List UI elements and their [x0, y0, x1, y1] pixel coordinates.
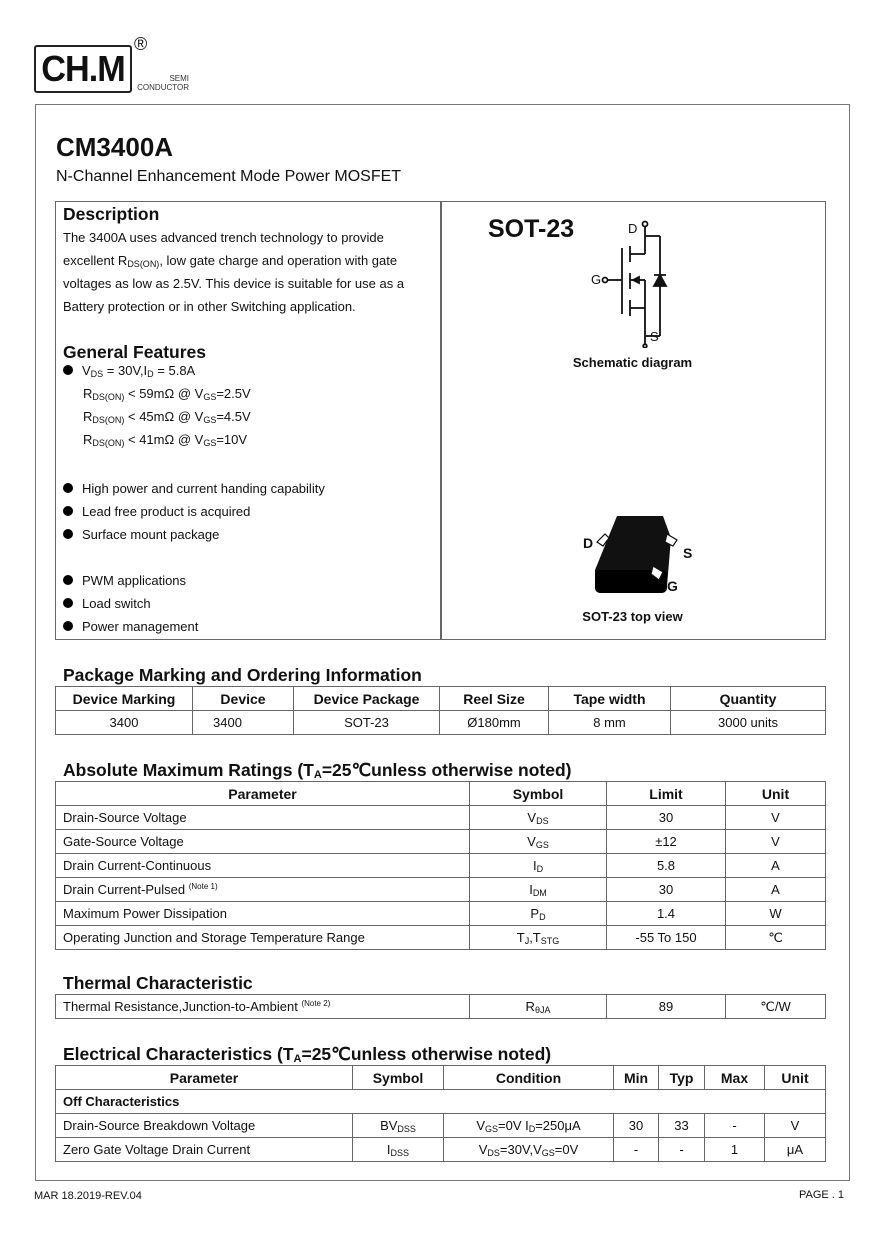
schematic-caption: Schematic diagram: [572, 355, 693, 370]
cell: $I_{DSS}$: [353, 1138, 444, 1162]
col-device-marking: Device Marking: [56, 687, 193, 711]
company-logo: [34, 45, 132, 93]
cell: $V_{GS}$: [470, 830, 607, 854]
cell: $P_D$: [470, 902, 607, 926]
col-parameter: Parameter: [56, 1066, 353, 1090]
cell: 1.4: [607, 902, 726, 926]
feature-rating: $V_{DS} = 30V,I_D = 5.8A$: [63, 363, 195, 378]
feature-item: Power management: [63, 619, 198, 634]
cell: Drain-Source Voltage: [56, 806, 470, 830]
table-row: [56, 1114, 826, 1138]
cell: A: [726, 854, 826, 878]
logo-sub-line1: SEMI: [169, 74, 189, 83]
table-row: [56, 1138, 826, 1162]
cell: Zero Gate Voltage Drain Current: [56, 1138, 353, 1162]
registered-mark: ®: [134, 34, 148, 54]
feature-item: Surface mount package: [63, 527, 219, 542]
cell: A: [726, 878, 826, 902]
cell: 5.8: [607, 854, 726, 878]
cell: V: [765, 1114, 826, 1138]
feature-item: Lead free product is acquired: [63, 504, 250, 519]
feature-rating: $R_{DS(ON)} < 59m\Omega$ @ $V_{GS}=2.5V$: [83, 386, 251, 402]
col-limit: Limit: [607, 782, 726, 806]
abs-max-heading: Absolute Maximum Ratings ($T_A=25℃unless$ otherwise noted): [63, 760, 572, 781]
bullet-icon: [63, 506, 73, 516]
group-label: Off Characteristics: [56, 1090, 826, 1114]
table-row: [56, 711, 826, 735]
cell: 33: [659, 1114, 705, 1138]
pkg-pin-s: S: [683, 545, 693, 561]
description-text: The 3400A uses advanced trench technology to provide excellent $R_{DS(ON)}$, low gate charge and operation with gate voltages as low as 2.5V. This device is suitable for use as a Battery protection or in other Switching application.: [63, 230, 405, 314]
ordering-table: [55, 686, 826, 735]
cell: V: [726, 830, 826, 854]
bullet-icon: [63, 575, 73, 585]
logo-sub-line2: CONDUCTOR: [137, 83, 189, 92]
table-group-row: [56, 1090, 826, 1114]
part-number-title: CM3400A: [56, 132, 174, 162]
cell: 89: [607, 995, 726, 1019]
col-symbol: Symbol: [353, 1066, 444, 1090]
table-row: [56, 806, 826, 830]
cell: $T_J,T_{STG}$: [470, 926, 607, 950]
cell: $I_{DM}$: [470, 878, 607, 902]
table-header-row: [56, 1066, 826, 1090]
pin-label-d: D: [628, 221, 638, 236]
cell: 30: [607, 806, 726, 830]
col-device: Device: [193, 687, 294, 711]
revision-date: MAR 18.2019-REV.04: [34, 1190, 142, 1202]
cell: Drain-Source Breakdown Voltage: [56, 1114, 353, 1138]
part-subtitle: N-Channel Enhancement Mode Power MOSFET: [56, 168, 402, 185]
col-quantity: Quantity: [671, 687, 826, 711]
cell: Maximum Power Dissipation: [56, 902, 470, 926]
ordering-heading: Package Marking and Ordering Information: [63, 665, 422, 685]
col-symbol: Symbol: [470, 782, 607, 806]
cell: -: [705, 1114, 765, 1138]
cell: ℃: [726, 926, 826, 950]
abs-max-table: [55, 781, 826, 950]
cell: Ø180mm: [440, 711, 549, 735]
table-row: [56, 878, 826, 902]
table-row: [56, 995, 826, 1019]
cell: Drain Current-Continuous: [56, 854, 470, 878]
pin-label-g: G: [591, 272, 602, 287]
cell: 30: [614, 1114, 659, 1138]
pkg-pin-d: D: [583, 535, 594, 551]
cell: $I_D$: [470, 854, 607, 878]
electrical-heading: Electrical Characteristics ($T_A=25℃unless$ otherwise noted): [63, 1044, 552, 1065]
feature-rating: $R_{DS(ON)} < 41m\Omega$ @ $V_{GS}=10V$: [83, 432, 248, 448]
col-max: Max: [705, 1066, 765, 1090]
features-heading: General Features: [63, 342, 206, 362]
logo-text: CH.M: [41, 48, 125, 89]
col-device-package: Device Package: [294, 687, 440, 711]
cell: $V_{DS}$: [470, 806, 607, 830]
col-typ: Typ: [659, 1066, 705, 1090]
top-view-caption: SOT-23 top view: [582, 609, 683, 624]
cell: μA: [765, 1138, 826, 1162]
bullet-icon: [63, 598, 73, 608]
cell: $R_{\theta JA}$: [470, 995, 607, 1019]
table-row: [56, 830, 826, 854]
overview-divider: [440, 201, 442, 640]
cell: $V_{DS}=30V,V_{GS}=0V$: [444, 1138, 614, 1162]
cell: 3400: [193, 711, 294, 735]
col-unit: Unit: [726, 782, 826, 806]
bullet-icon: [63, 365, 73, 375]
cell: Operating Junction and Storage Temperature Range: [56, 926, 470, 950]
thermal-heading: Thermal Characteristic: [63, 973, 253, 993]
cell: Thermal Resistance,Junction-to-Ambient $^{(Note 2)}$: [56, 995, 470, 1019]
col-unit: Unit: [765, 1066, 826, 1090]
cell: ±12: [607, 830, 726, 854]
cell: 30: [607, 878, 726, 902]
cell: -: [659, 1138, 705, 1162]
logo-subtitle: [137, 74, 189, 92]
table-row: [56, 926, 826, 950]
pkg-pin-g: G: [667, 578, 678, 594]
cell: -55 To 150: [607, 926, 726, 950]
col-condition: Condition: [444, 1066, 614, 1090]
feature-rating: $R_{DS(ON)} < 45m\Omega$ @ $V_{GS}=4.5V$: [83, 409, 251, 425]
table-header-row: [56, 782, 826, 806]
thermal-table: [55, 994, 826, 1019]
bullet-icon: [63, 483, 73, 493]
cell: Gate-Source Voltage: [56, 830, 470, 854]
table-row: [56, 902, 826, 926]
col-min: Min: [614, 1066, 659, 1090]
page-number: PAGE . 1: [799, 1189, 845, 1201]
cell: Drain Current-Pulsed $^{(Note 1)}$: [56, 878, 470, 902]
cell: 3400: [56, 711, 193, 735]
cell: W: [726, 902, 826, 926]
cell: 3000 units: [671, 711, 826, 735]
cell: $V_{GS}=0V$ $I_D=250\mu A$: [444, 1114, 614, 1138]
feature-item: High power and current handing capability: [63, 481, 325, 496]
cell: $BV_{DSS}$: [353, 1114, 444, 1138]
cell: -: [614, 1138, 659, 1162]
bullet-icon: [63, 621, 73, 631]
package-name: SOT-23: [488, 215, 575, 243]
cell: 8 mm: [549, 711, 671, 735]
col-parameter: Parameter: [56, 782, 470, 806]
feature-item: PWM applications: [63, 573, 186, 588]
electrical-table: [55, 1065, 826, 1162]
col-tape-width: Tape width: [549, 687, 671, 711]
description-heading: Description: [63, 204, 160, 224]
cell: V: [726, 806, 826, 830]
table-row: [56, 854, 826, 878]
cell: 1: [705, 1138, 765, 1162]
feature-item: Load switch: [63, 596, 151, 611]
bullet-icon: [63, 529, 73, 539]
cell: ℃/W: [726, 995, 826, 1019]
cell: SOT-23: [294, 711, 440, 735]
col-reel-size: Reel Size: [440, 687, 549, 711]
pin-label-s: S: [650, 329, 659, 344]
table-header-row: [56, 687, 826, 711]
